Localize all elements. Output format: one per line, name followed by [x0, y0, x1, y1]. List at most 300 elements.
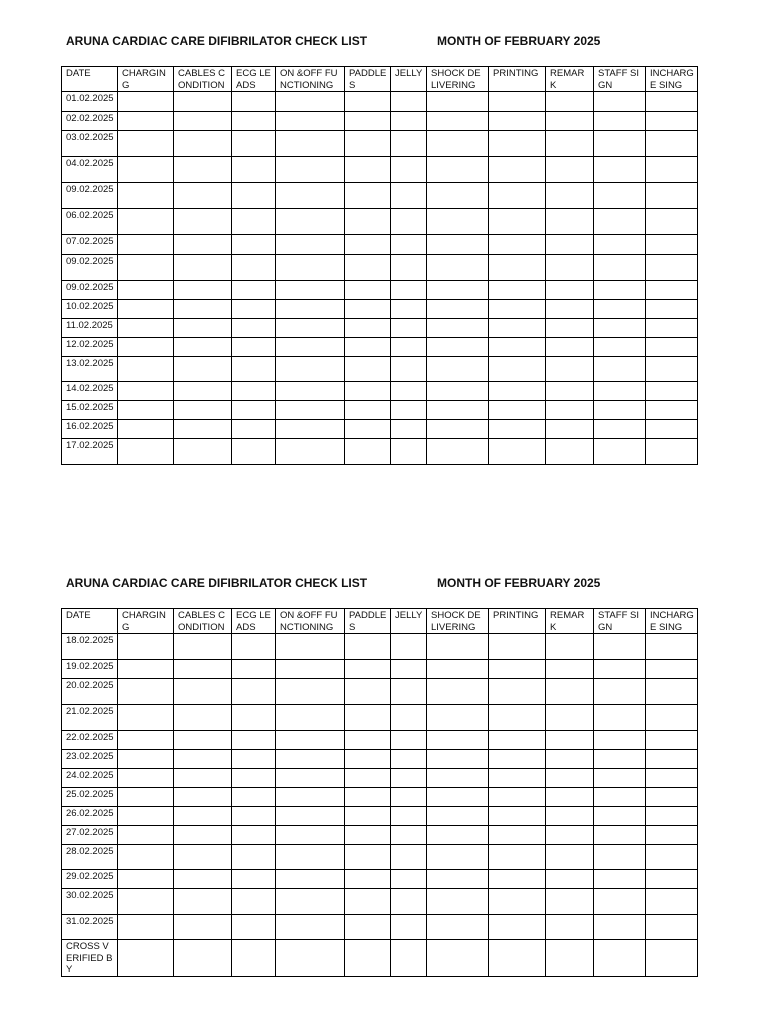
- staff-sign-cell[interactable]: [594, 92, 646, 112]
- paddles-cell[interactable]: [345, 401, 391, 420]
- remark-cell[interactable]: [546, 870, 594, 889]
- incharge-sign-cell[interactable]: [646, 660, 698, 679]
- remark-cell[interactable]: [546, 157, 594, 183]
- paddles-cell[interactable]: [345, 235, 391, 255]
- paddles-cell[interactable]: [345, 300, 391, 319]
- ecg-leads-cell[interactable]: [232, 788, 276, 807]
- ecg-leads-cell[interactable]: [232, 112, 276, 131]
- ecg-leads-cell[interactable]: [232, 915, 276, 940]
- paddles-cell[interactable]: [345, 281, 391, 300]
- ecg-leads-cell[interactable]: [232, 157, 276, 183]
- shock-delivering-cell[interactable]: [427, 705, 489, 731]
- staff-sign-cell[interactable]: [594, 750, 646, 769]
- charging-cell[interactable]: [118, 131, 174, 157]
- shock-delivering-cell[interactable]: [427, 157, 489, 183]
- shock-delivering-cell[interactable]: [427, 731, 489, 750]
- cables-condition-cell[interactable]: [174, 705, 232, 731]
- on-off-functioning-cell[interactable]: [276, 319, 345, 338]
- cables-condition-cell[interactable]: [174, 420, 232, 439]
- printing-cell[interactable]: [489, 131, 546, 157]
- cables-condition-cell[interactable]: [174, 112, 232, 131]
- printing-cell[interactable]: [489, 300, 546, 319]
- charging-cell[interactable]: [118, 382, 174, 401]
- ecg-leads-cell[interactable]: [232, 183, 276, 209]
- cross-verified-cables-condition-cell[interactable]: [174, 940, 232, 977]
- remark-cell[interactable]: [546, 750, 594, 769]
- cables-condition-cell[interactable]: [174, 319, 232, 338]
- staff-sign-cell[interactable]: [594, 439, 646, 465]
- remark-cell[interactable]: [546, 131, 594, 157]
- staff-sign-cell[interactable]: [594, 382, 646, 401]
- jelly-cell[interactable]: [391, 788, 427, 807]
- paddles-cell[interactable]: [345, 705, 391, 731]
- printing-cell[interactable]: [489, 705, 546, 731]
- jelly-cell[interactable]: [391, 420, 427, 439]
- cross-verified-remark-cell[interactable]: [546, 940, 594, 977]
- ecg-leads-cell[interactable]: [232, 705, 276, 731]
- cross-verified-paddles-cell[interactable]: [345, 940, 391, 977]
- remark-cell[interactable]: [546, 769, 594, 788]
- printing-cell[interactable]: [489, 157, 546, 183]
- cross-verified-ecg-leads-cell[interactable]: [232, 940, 276, 977]
- on-off-functioning-cell[interactable]: [276, 769, 345, 788]
- charging-cell[interactable]: [118, 845, 174, 870]
- ecg-leads-cell[interactable]: [232, 319, 276, 338]
- shock-delivering-cell[interactable]: [427, 807, 489, 826]
- jelly-cell[interactable]: [391, 870, 427, 889]
- jelly-cell[interactable]: [391, 235, 427, 255]
- staff-sign-cell[interactable]: [594, 420, 646, 439]
- charging-cell[interactable]: [118, 157, 174, 183]
- incharge-sign-cell[interactable]: [646, 679, 698, 705]
- shock-delivering-cell[interactable]: [427, 915, 489, 940]
- jelly-cell[interactable]: [391, 660, 427, 679]
- jelly-cell[interactable]: [391, 281, 427, 300]
- printing-cell[interactable]: [489, 660, 546, 679]
- printing-cell[interactable]: [489, 382, 546, 401]
- cables-condition-cell[interactable]: [174, 183, 232, 209]
- jelly-cell[interactable]: [391, 357, 427, 382]
- paddles-cell[interactable]: [345, 357, 391, 382]
- jelly-cell[interactable]: [391, 634, 427, 660]
- on-off-functioning-cell[interactable]: [276, 889, 345, 915]
- on-off-functioning-cell[interactable]: [276, 731, 345, 750]
- incharge-sign-cell[interactable]: [646, 112, 698, 131]
- remark-cell[interactable]: [546, 281, 594, 300]
- ecg-leads-cell[interactable]: [232, 439, 276, 465]
- incharge-sign-cell[interactable]: [646, 769, 698, 788]
- remark-cell[interactable]: [546, 357, 594, 382]
- on-off-functioning-cell[interactable]: [276, 382, 345, 401]
- on-off-functioning-cell[interactable]: [276, 235, 345, 255]
- on-off-functioning-cell[interactable]: [276, 826, 345, 845]
- incharge-sign-cell[interactable]: [646, 634, 698, 660]
- ecg-leads-cell[interactable]: [232, 131, 276, 157]
- printing-cell[interactable]: [489, 235, 546, 255]
- ecg-leads-cell[interactable]: [232, 281, 276, 300]
- printing-cell[interactable]: [489, 731, 546, 750]
- cables-condition-cell[interactable]: [174, 769, 232, 788]
- paddles-cell[interactable]: [345, 439, 391, 465]
- paddles-cell[interactable]: [345, 731, 391, 750]
- remark-cell[interactable]: [546, 300, 594, 319]
- incharge-sign-cell[interactable]: [646, 357, 698, 382]
- printing-cell[interactable]: [489, 750, 546, 769]
- printing-cell[interactable]: [489, 357, 546, 382]
- ecg-leads-cell[interactable]: [232, 357, 276, 382]
- incharge-sign-cell[interactable]: [646, 319, 698, 338]
- jelly-cell[interactable]: [391, 750, 427, 769]
- jelly-cell[interactable]: [391, 705, 427, 731]
- incharge-sign-cell[interactable]: [646, 826, 698, 845]
- printing-cell[interactable]: [489, 889, 546, 915]
- incharge-sign-cell[interactable]: [646, 788, 698, 807]
- paddles-cell[interactable]: [345, 788, 391, 807]
- ecg-leads-cell[interactable]: [232, 92, 276, 112]
- cross-verified-incharge-sign-cell[interactable]: [646, 940, 698, 977]
- on-off-functioning-cell[interactable]: [276, 870, 345, 889]
- incharge-sign-cell[interactable]: [646, 731, 698, 750]
- remark-cell[interactable]: [546, 420, 594, 439]
- staff-sign-cell[interactable]: [594, 870, 646, 889]
- charging-cell[interactable]: [118, 634, 174, 660]
- incharge-sign-cell[interactable]: [646, 439, 698, 465]
- staff-sign-cell[interactable]: [594, 660, 646, 679]
- cables-condition-cell[interactable]: [174, 357, 232, 382]
- remark-cell[interactable]: [546, 634, 594, 660]
- cables-condition-cell[interactable]: [174, 915, 232, 940]
- charging-cell[interactable]: [118, 705, 174, 731]
- on-off-functioning-cell[interactable]: [276, 750, 345, 769]
- shock-delivering-cell[interactable]: [427, 235, 489, 255]
- jelly-cell[interactable]: [391, 92, 427, 112]
- on-off-functioning-cell[interactable]: [276, 788, 345, 807]
- printing-cell[interactable]: [489, 319, 546, 338]
- cables-condition-cell[interactable]: [174, 660, 232, 679]
- on-off-functioning-cell[interactable]: [276, 281, 345, 300]
- staff-sign-cell[interactable]: [594, 915, 646, 940]
- charging-cell[interactable]: [118, 439, 174, 465]
- charging-cell[interactable]: [118, 660, 174, 679]
- staff-sign-cell[interactable]: [594, 634, 646, 660]
- on-off-functioning-cell[interactable]: [276, 634, 345, 660]
- remark-cell[interactable]: [546, 209, 594, 235]
- on-off-functioning-cell[interactable]: [276, 439, 345, 465]
- printing-cell[interactable]: [489, 807, 546, 826]
- paddles-cell[interactable]: [345, 157, 391, 183]
- ecg-leads-cell[interactable]: [232, 731, 276, 750]
- printing-cell[interactable]: [489, 281, 546, 300]
- shock-delivering-cell[interactable]: [427, 634, 489, 660]
- jelly-cell[interactable]: [391, 157, 427, 183]
- paddles-cell[interactable]: [345, 338, 391, 357]
- jelly-cell[interactable]: [391, 255, 427, 281]
- charging-cell[interactable]: [118, 300, 174, 319]
- on-off-functioning-cell[interactable]: [276, 183, 345, 209]
- shock-delivering-cell[interactable]: [427, 209, 489, 235]
- staff-sign-cell[interactable]: [594, 112, 646, 131]
- remark-cell[interactable]: [546, 112, 594, 131]
- incharge-sign-cell[interactable]: [646, 235, 698, 255]
- shock-delivering-cell[interactable]: [427, 338, 489, 357]
- staff-sign-cell[interactable]: [594, 826, 646, 845]
- printing-cell[interactable]: [489, 845, 546, 870]
- incharge-sign-cell[interactable]: [646, 338, 698, 357]
- ecg-leads-cell[interactable]: [232, 660, 276, 679]
- ecg-leads-cell[interactable]: [232, 845, 276, 870]
- cables-condition-cell[interactable]: [174, 826, 232, 845]
- staff-sign-cell[interactable]: [594, 209, 646, 235]
- ecg-leads-cell[interactable]: [232, 750, 276, 769]
- jelly-cell[interactable]: [391, 183, 427, 209]
- jelly-cell[interactable]: [391, 807, 427, 826]
- cables-condition-cell[interactable]: [174, 92, 232, 112]
- on-off-functioning-cell[interactable]: [276, 357, 345, 382]
- cables-condition-cell[interactable]: [174, 401, 232, 420]
- paddles-cell[interactable]: [345, 750, 391, 769]
- remark-cell[interactable]: [546, 183, 594, 209]
- paddles-cell[interactable]: [345, 92, 391, 112]
- staff-sign-cell[interactable]: [594, 157, 646, 183]
- paddles-cell[interactable]: [345, 889, 391, 915]
- ecg-leads-cell[interactable]: [232, 209, 276, 235]
- incharge-sign-cell[interactable]: [646, 420, 698, 439]
- ecg-leads-cell[interactable]: [232, 420, 276, 439]
- staff-sign-cell[interactable]: [594, 769, 646, 788]
- printing-cell[interactable]: [489, 439, 546, 465]
- on-off-functioning-cell[interactable]: [276, 807, 345, 826]
- cross-verified-printing-cell[interactable]: [489, 940, 546, 977]
- remark-cell[interactable]: [546, 915, 594, 940]
- printing-cell[interactable]: [489, 679, 546, 705]
- jelly-cell[interactable]: [391, 731, 427, 750]
- shock-delivering-cell[interactable]: [427, 255, 489, 281]
- shock-delivering-cell[interactable]: [427, 769, 489, 788]
- incharge-sign-cell[interactable]: [646, 889, 698, 915]
- charging-cell[interactable]: [118, 357, 174, 382]
- printing-cell[interactable]: [489, 255, 546, 281]
- cables-condition-cell[interactable]: [174, 845, 232, 870]
- incharge-sign-cell[interactable]: [646, 300, 698, 319]
- staff-sign-cell[interactable]: [594, 357, 646, 382]
- remark-cell[interactable]: [546, 845, 594, 870]
- ecg-leads-cell[interactable]: [232, 634, 276, 660]
- staff-sign-cell[interactable]: [594, 731, 646, 750]
- cables-condition-cell[interactable]: [174, 870, 232, 889]
- staff-sign-cell[interactable]: [594, 679, 646, 705]
- remark-cell[interactable]: [546, 705, 594, 731]
- jelly-cell[interactable]: [391, 401, 427, 420]
- shock-delivering-cell[interactable]: [427, 300, 489, 319]
- staff-sign-cell[interactable]: [594, 788, 646, 807]
- incharge-sign-cell[interactable]: [646, 807, 698, 826]
- on-off-functioning-cell[interactable]: [276, 401, 345, 420]
- staff-sign-cell[interactable]: [594, 319, 646, 338]
- incharge-sign-cell[interactable]: [646, 705, 698, 731]
- shock-delivering-cell[interactable]: [427, 401, 489, 420]
- charging-cell[interactable]: [118, 112, 174, 131]
- on-off-functioning-cell[interactable]: [276, 845, 345, 870]
- remark-cell[interactable]: [546, 731, 594, 750]
- shock-delivering-cell[interactable]: [427, 826, 489, 845]
- cables-condition-cell[interactable]: [174, 679, 232, 705]
- shock-delivering-cell[interactable]: [427, 112, 489, 131]
- cables-condition-cell[interactable]: [174, 235, 232, 255]
- cables-condition-cell[interactable]: [174, 338, 232, 357]
- charging-cell[interactable]: [118, 420, 174, 439]
- charging-cell[interactable]: [118, 183, 174, 209]
- remark-cell[interactable]: [546, 788, 594, 807]
- shock-delivering-cell[interactable]: [427, 281, 489, 300]
- charging-cell[interactable]: [118, 750, 174, 769]
- charging-cell[interactable]: [118, 281, 174, 300]
- staff-sign-cell[interactable]: [594, 889, 646, 915]
- cables-condition-cell[interactable]: [174, 281, 232, 300]
- paddles-cell[interactable]: [345, 420, 391, 439]
- staff-sign-cell[interactable]: [594, 300, 646, 319]
- paddles-cell[interactable]: [345, 634, 391, 660]
- cross-verified-on-off-functioning-cell[interactable]: [276, 940, 345, 977]
- printing-cell[interactable]: [489, 112, 546, 131]
- incharge-sign-cell[interactable]: [646, 209, 698, 235]
- staff-sign-cell[interactable]: [594, 338, 646, 357]
- incharge-sign-cell[interactable]: [646, 255, 698, 281]
- charging-cell[interactable]: [118, 319, 174, 338]
- remark-cell[interactable]: [546, 382, 594, 401]
- ecg-leads-cell[interactable]: [232, 338, 276, 357]
- on-off-functioning-cell[interactable]: [276, 915, 345, 940]
- cables-condition-cell[interactable]: [174, 731, 232, 750]
- printing-cell[interactable]: [489, 401, 546, 420]
- jelly-cell[interactable]: [391, 319, 427, 338]
- incharge-sign-cell[interactable]: [646, 750, 698, 769]
- charging-cell[interactable]: [118, 826, 174, 845]
- jelly-cell[interactable]: [391, 338, 427, 357]
- shock-delivering-cell[interactable]: [427, 92, 489, 112]
- cables-condition-cell[interactable]: [174, 750, 232, 769]
- ecg-leads-cell[interactable]: [232, 382, 276, 401]
- incharge-sign-cell[interactable]: [646, 401, 698, 420]
- printing-cell[interactable]: [489, 788, 546, 807]
- incharge-sign-cell[interactable]: [646, 870, 698, 889]
- incharge-sign-cell[interactable]: [646, 845, 698, 870]
- jelly-cell[interactable]: [391, 845, 427, 870]
- cross-verified-staff-sign-cell[interactable]: [594, 940, 646, 977]
- ecg-leads-cell[interactable]: [232, 889, 276, 915]
- charging-cell[interactable]: [118, 679, 174, 705]
- incharge-sign-cell[interactable]: [646, 281, 698, 300]
- paddles-cell[interactable]: [345, 131, 391, 157]
- charging-cell[interactable]: [118, 870, 174, 889]
- remark-cell[interactable]: [546, 679, 594, 705]
- shock-delivering-cell[interactable]: [427, 788, 489, 807]
- cables-condition-cell[interactable]: [174, 634, 232, 660]
- cross-verified-charging-cell[interactable]: [118, 940, 174, 977]
- staff-sign-cell[interactable]: [594, 807, 646, 826]
- jelly-cell[interactable]: [391, 209, 427, 235]
- paddles-cell[interactable]: [345, 870, 391, 889]
- shock-delivering-cell[interactable]: [427, 889, 489, 915]
- charging-cell[interactable]: [118, 769, 174, 788]
- on-off-functioning-cell[interactable]: [276, 209, 345, 235]
- shock-delivering-cell[interactable]: [427, 131, 489, 157]
- remark-cell[interactable]: [546, 889, 594, 915]
- ecg-leads-cell[interactable]: [232, 235, 276, 255]
- paddles-cell[interactable]: [345, 183, 391, 209]
- paddles-cell[interactable]: [345, 807, 391, 826]
- cables-condition-cell[interactable]: [174, 209, 232, 235]
- paddles-cell[interactable]: [345, 660, 391, 679]
- paddles-cell[interactable]: [345, 112, 391, 131]
- on-off-functioning-cell[interactable]: [276, 660, 345, 679]
- shock-delivering-cell[interactable]: [427, 845, 489, 870]
- charging-cell[interactable]: [118, 235, 174, 255]
- shock-delivering-cell[interactable]: [427, 870, 489, 889]
- printing-cell[interactable]: [489, 915, 546, 940]
- shock-delivering-cell[interactable]: [427, 382, 489, 401]
- incharge-sign-cell[interactable]: [646, 157, 698, 183]
- charging-cell[interactable]: [118, 255, 174, 281]
- charging-cell[interactable]: [118, 338, 174, 357]
- printing-cell[interactable]: [489, 769, 546, 788]
- cross-verified-jelly-cell[interactable]: [391, 940, 427, 977]
- printing-cell[interactable]: [489, 338, 546, 357]
- incharge-sign-cell[interactable]: [646, 131, 698, 157]
- cables-condition-cell[interactable]: [174, 382, 232, 401]
- staff-sign-cell[interactable]: [594, 705, 646, 731]
- printing-cell[interactable]: [489, 826, 546, 845]
- jelly-cell[interactable]: [391, 915, 427, 940]
- staff-sign-cell[interactable]: [594, 255, 646, 281]
- cables-condition-cell[interactable]: [174, 300, 232, 319]
- on-off-functioning-cell[interactable]: [276, 679, 345, 705]
- ecg-leads-cell[interactable]: [232, 300, 276, 319]
- ecg-leads-cell[interactable]: [232, 401, 276, 420]
- paddles-cell[interactable]: [345, 826, 391, 845]
- shock-delivering-cell[interactable]: [427, 357, 489, 382]
- on-off-functioning-cell[interactable]: [276, 420, 345, 439]
- remark-cell[interactable]: [546, 807, 594, 826]
- paddles-cell[interactable]: [345, 845, 391, 870]
- cables-condition-cell[interactable]: [174, 439, 232, 465]
- ecg-leads-cell[interactable]: [232, 769, 276, 788]
- paddles-cell[interactable]: [345, 382, 391, 401]
- paddles-cell[interactable]: [345, 769, 391, 788]
- jelly-cell[interactable]: [391, 300, 427, 319]
- charging-cell[interactable]: [118, 401, 174, 420]
- shock-delivering-cell[interactable]: [427, 420, 489, 439]
- paddles-cell[interactable]: [345, 915, 391, 940]
- jelly-cell[interactable]: [391, 439, 427, 465]
- ecg-leads-cell[interactable]: [232, 870, 276, 889]
- shock-delivering-cell[interactable]: [427, 660, 489, 679]
- on-off-functioning-cell[interactable]: [276, 157, 345, 183]
- remark-cell[interactable]: [546, 319, 594, 338]
- printing-cell[interactable]: [489, 183, 546, 209]
- ecg-leads-cell[interactable]: [232, 255, 276, 281]
- on-off-functioning-cell[interactable]: [276, 255, 345, 281]
- charging-cell[interactable]: [118, 788, 174, 807]
- jelly-cell[interactable]: [391, 826, 427, 845]
- printing-cell[interactable]: [489, 209, 546, 235]
- shock-delivering-cell[interactable]: [427, 679, 489, 705]
- printing-cell[interactable]: [489, 420, 546, 439]
- jelly-cell[interactable]: [391, 889, 427, 915]
- charging-cell[interactable]: [118, 209, 174, 235]
- staff-sign-cell[interactable]: [594, 401, 646, 420]
- charging-cell[interactable]: [118, 889, 174, 915]
- cables-condition-cell[interactable]: [174, 807, 232, 826]
